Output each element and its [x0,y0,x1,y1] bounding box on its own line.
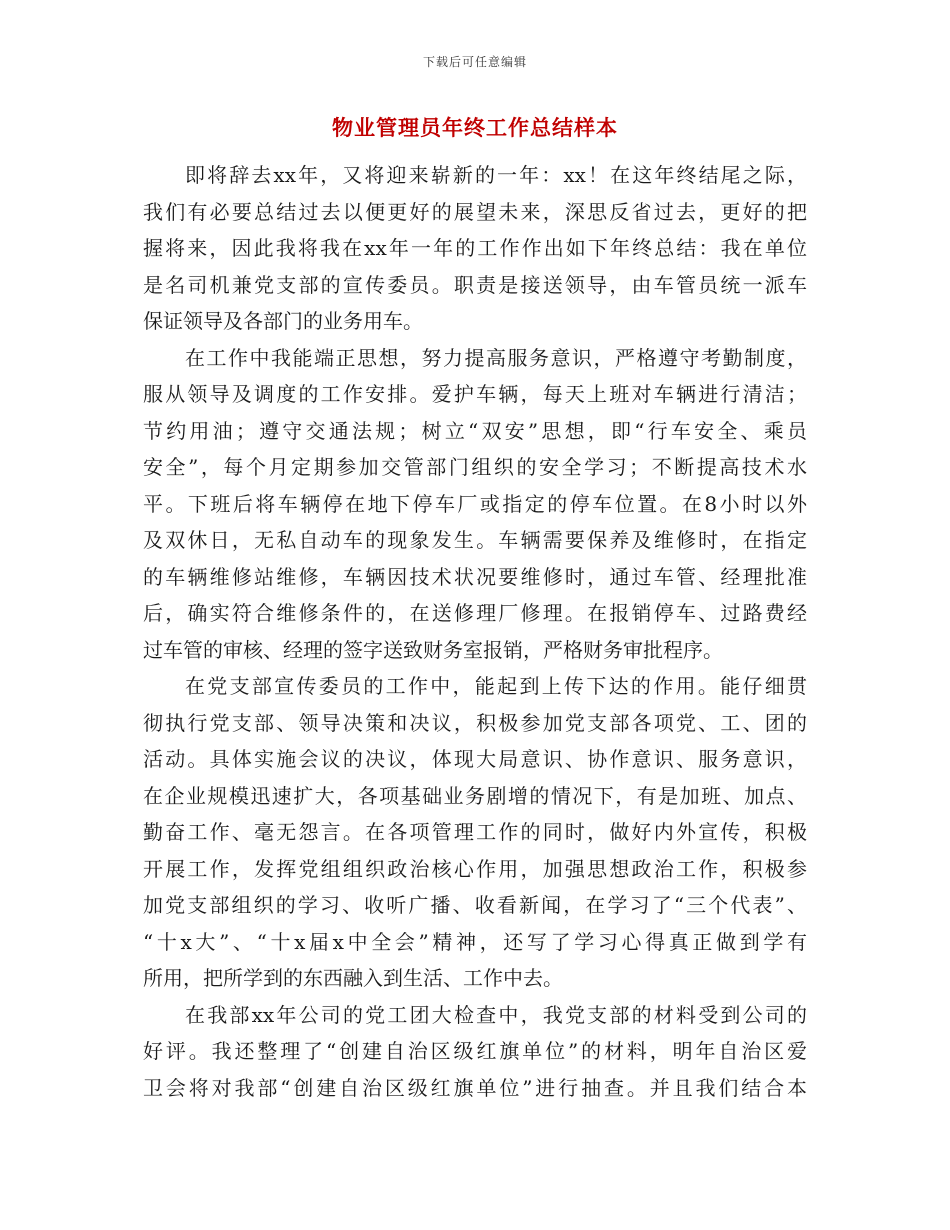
body-line: 即将辞去xx年，又将迎来崭新的一年：xx！在这年终结尾之际， [185,163,807,187]
body-line: 是名司机兼党支部的宣传委员。职责是接送领导，由车管员统一派车 [143,272,807,297]
body-line: 保证领导及各部门的业务用车。 [143,309,423,333]
body-line: 服从领导及调度的工作安排。爱护车辆，每天上班对车辆进行清洁； [143,382,807,406]
body-line: 后，确实符合维修条件的，在送修理厂修理。在报销停车、过路费经 [143,601,807,625]
body-line: 在党支部宣传委员的工作中，能起到上传下达的作用。能仔细贯 [185,674,807,698]
body-line: 的车辆维修站维修，车辆因技术状况要维修时，通过车管、经理批准 [143,564,807,589]
body-line: 过车管的审核、经理的签字送致财务室报销，严格财务审批程序。 [143,637,723,662]
body-line: 节约用油；遵守交通法规；树立“双安”思想，即“行车安全、乘员 [143,418,807,443]
body-line: 勤奋工作、毫无怨言。在各项管理工作的同时，做好内外宣传，积极 [143,820,807,844]
body-line: 在我部xx年公司的党工团大检查中，我党支部的材料受到公司的 [185,1002,807,1027]
header-note: 下载后可任意编辑 [422,55,527,69]
body-line: 我们有必要总结过去以便更好的展望未来，深思反省过去，更好的把 [143,199,807,224]
body-line: 及双休日，无私自动车的现象发生。车辆需要保养及维修时，在指定 [143,528,807,552]
document-title: 物业管理员年终工作总结样本 [332,115,618,140]
body-line: 开展工作，发挥党组组织政治核心作用，加强思想政治工作，积极参 [143,856,807,881]
body-line: 平。下班后将车辆停在地下停车厂或指定的停车位置。在8小时以外 [143,491,807,516]
body-line: 彻执行党支部、领导决策和决议，积极参加党支部各项党、工、团的 [143,710,807,735]
body-line: 在工作中我能端正思想，努力提高服务意识，严格遵守考勤制度， [185,345,807,370]
body-line: 加党支部组织的学习、收听广播、收看新闻，在学习了“三个代表”、 [143,893,807,917]
body-line: 活动。具体实施会议的决议，体现大局意识、协作意识、服务意识， [143,747,807,771]
body-line: 在企业规模迅速扩大，各项基础业务剧增的情况下，有是加班、加点、 [143,783,807,808]
body-line: “十x大”、“十x届x中全会”精神，还写了学习心得真正做到学有 [143,929,807,954]
body-line: 安全”，每个月定期参加交管部门组织的安全学习；不断提高技术水 [143,455,807,479]
body-line: 好评。我还整理了“创建自治区级红旗单位”的材料，明年自治区爱 [143,1039,807,1063]
body-line: 所用，把所学到的东西融入到生活、工作中去。 [143,966,563,990]
body-line: 握将来，因此我将我在xx年一年的工作作出如下年终总结：我在单位 [143,236,807,260]
body-line: 卫会将对我部“创建自治区级红旗单位”进行抽查。并且我们结合本 [143,1075,807,1100]
document-body [143,157,807,1106]
